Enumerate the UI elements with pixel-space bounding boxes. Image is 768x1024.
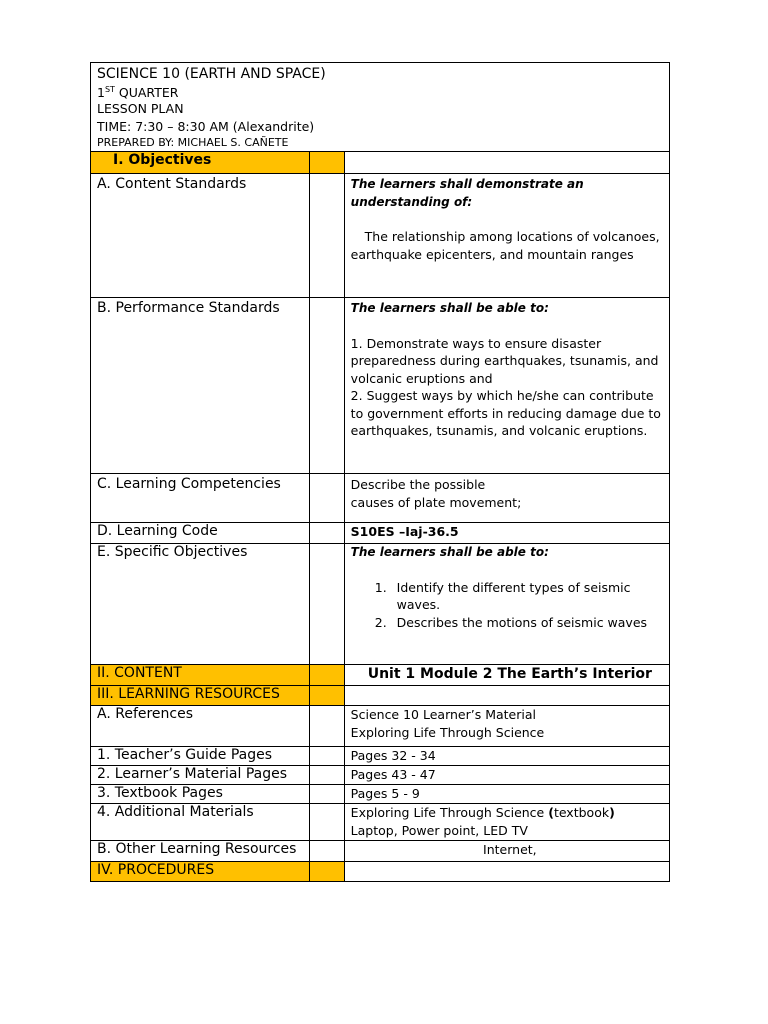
procedures-row — [91, 862, 670, 882]
specific-objectives-row — [91, 544, 670, 665]
textbook-word: textbook — [553, 805, 610, 821]
references-line-1: Science 10 Learner’s Material — [350, 707, 536, 723]
textbook-label: 3. Textbook Pages — [91, 785, 310, 804]
references-mid — [309, 706, 344, 747]
additional-text: Exploring Life Through Science — [350, 805, 549, 821]
specific-objective-item: 1. Identify the different types of seismic waves. — [391, 579, 669, 614]
content-standards-value — [344, 174, 669, 298]
content-standards-row — [91, 174, 670, 298]
textbook-value: Pages 5 - 9 — [344, 785, 669, 804]
learning-competencies-line-1: Describe the possible — [350, 477, 486, 493]
learning-competencies-row — [91, 474, 670, 523]
resources-row — [91, 686, 670, 706]
references-line-2: Exploring Life Through Science — [350, 724, 545, 740]
performance-standards-label: B. Performance Standards — [91, 298, 310, 474]
content-label: II. CONTENT — [91, 665, 310, 686]
learning-competencies-line-2: causes of plate movement; — [350, 494, 522, 510]
textbook-row — [91, 785, 670, 804]
additional-materials-line-1 — [351, 804, 669, 822]
content-standards-intro: The learners shall demonstrate an understanding of: — [350, 177, 584, 209]
textbook-mid — [309, 785, 344, 804]
content-row — [91, 665, 670, 686]
content-standards-mid — [309, 174, 344, 298]
additional-materials-value — [344, 804, 669, 841]
resources-label: III. LEARNING RESOURCES — [91, 686, 310, 706]
performance-standards-intro: The learners shall be able to: — [350, 301, 549, 316]
specific-objectives-intro: The learners shall be able to: — [350, 545, 549, 560]
content-standards-text: The relationship among locations of volcanoes, earthquake epicenters, and mountain ranges — [350, 229, 660, 262]
subject-title: SCIENCE 10 (EARTH AND SPACE) — [97, 66, 326, 82]
learning-competencies-value — [344, 474, 669, 523]
learning-code-row — [91, 523, 670, 544]
objectives-heading-row — [91, 152, 670, 174]
time-line: TIME: 7:30 – 8:30 AM (Alexandrite) — [97, 119, 315, 135]
content-standards-label: A. Content Standards — [91, 174, 310, 298]
header-cell — [91, 63, 670, 152]
specific-objective-item: 2. Describes the motions of seismic waves — [391, 614, 669, 632]
quarter — [97, 82, 669, 101]
objectives-heading-right — [344, 152, 669, 174]
additional-materials-line-2: Laptop, Power point, LED TV — [350, 822, 528, 838]
performance-standards-value — [344, 298, 669, 474]
procedures-mid — [309, 862, 344, 882]
performance-standards-row — [91, 298, 670, 474]
other-resources-row — [91, 841, 670, 862]
learners-material-row — [91, 766, 670, 785]
content-mid — [309, 665, 344, 686]
objectives-heading-mid — [309, 152, 344, 174]
other-resources-mid — [309, 841, 344, 862]
performance-standards-item-1: 1. Demonstrate ways to ensure disaster preparedness during earthquakes, tsunamis, and volcanic eruptions and — [350, 335, 659, 386]
quarter-suffix: ST — [104, 85, 115, 94]
learners-material-value: Pages 43 - 47 — [344, 766, 669, 785]
teachers-guide-row — [91, 747, 670, 766]
other-resources-label: B. Other Learning Resources — [91, 841, 310, 862]
open-paren: ( — [548, 805, 554, 821]
learners-material-mid — [309, 766, 344, 785]
objectives-heading: I. Objectives — [91, 152, 310, 174]
learning-code-label: D. Learning Code — [91, 523, 310, 544]
learners-material-label: 2. Learner’s Material Pages — [91, 766, 310, 785]
other-resources-value: Internet, — [344, 841, 669, 862]
procedures-value — [344, 862, 669, 882]
additional-materials-label: 4. Additional Materials — [91, 804, 310, 841]
specific-objectives-value — [344, 544, 669, 665]
specific-objectives-list — [351, 579, 669, 632]
quarter-number: 1 — [97, 85, 105, 101]
lesson-plan-table — [90, 62, 670, 882]
resources-mid — [309, 686, 344, 706]
additional-materials-mid — [309, 804, 344, 841]
close-paren: ) — [609, 805, 615, 821]
learning-code-mid — [309, 523, 344, 544]
teachers-guide-label: 1. Teacher’s Guide Pages — [91, 747, 310, 766]
specific-objectives-label: E. Specific Objectives — [91, 544, 310, 665]
teachers-guide-value: Pages 32 - 34 — [344, 747, 669, 766]
header-row — [91, 63, 670, 152]
teachers-guide-mid — [309, 747, 344, 766]
performance-standards-mid — [309, 298, 344, 474]
specific-objectives-mid — [309, 544, 344, 665]
performance-standards-item-2: 2. Suggest ways by which he/she can contribute to government efforts in reducing damage due to earthquakes, tsunamis, and volcanic eruptions. — [350, 388, 661, 439]
content-value: Unit 1 Module 2 The Earth’s Interior — [344, 665, 669, 686]
learning-competencies-label: C. Learning Competencies — [91, 474, 310, 523]
references-row — [91, 706, 670, 747]
quarter-label: QUARTER — [114, 85, 179, 101]
learning-code-value: S10ES –Iaj-36.5 — [344, 523, 669, 544]
lesson-plan-label: LESSON PLAN — [97, 101, 184, 117]
references-value — [344, 706, 669, 747]
procedures-label: IV. PROCEDURES — [91, 862, 310, 882]
prepared-by: PREPARED BY: MICHAEL S. CAÑETE — [97, 136, 289, 150]
additional-materials-row — [91, 804, 670, 841]
references-label: A. References — [91, 706, 310, 747]
resources-value — [344, 686, 669, 706]
learning-competencies-mid — [309, 474, 344, 523]
